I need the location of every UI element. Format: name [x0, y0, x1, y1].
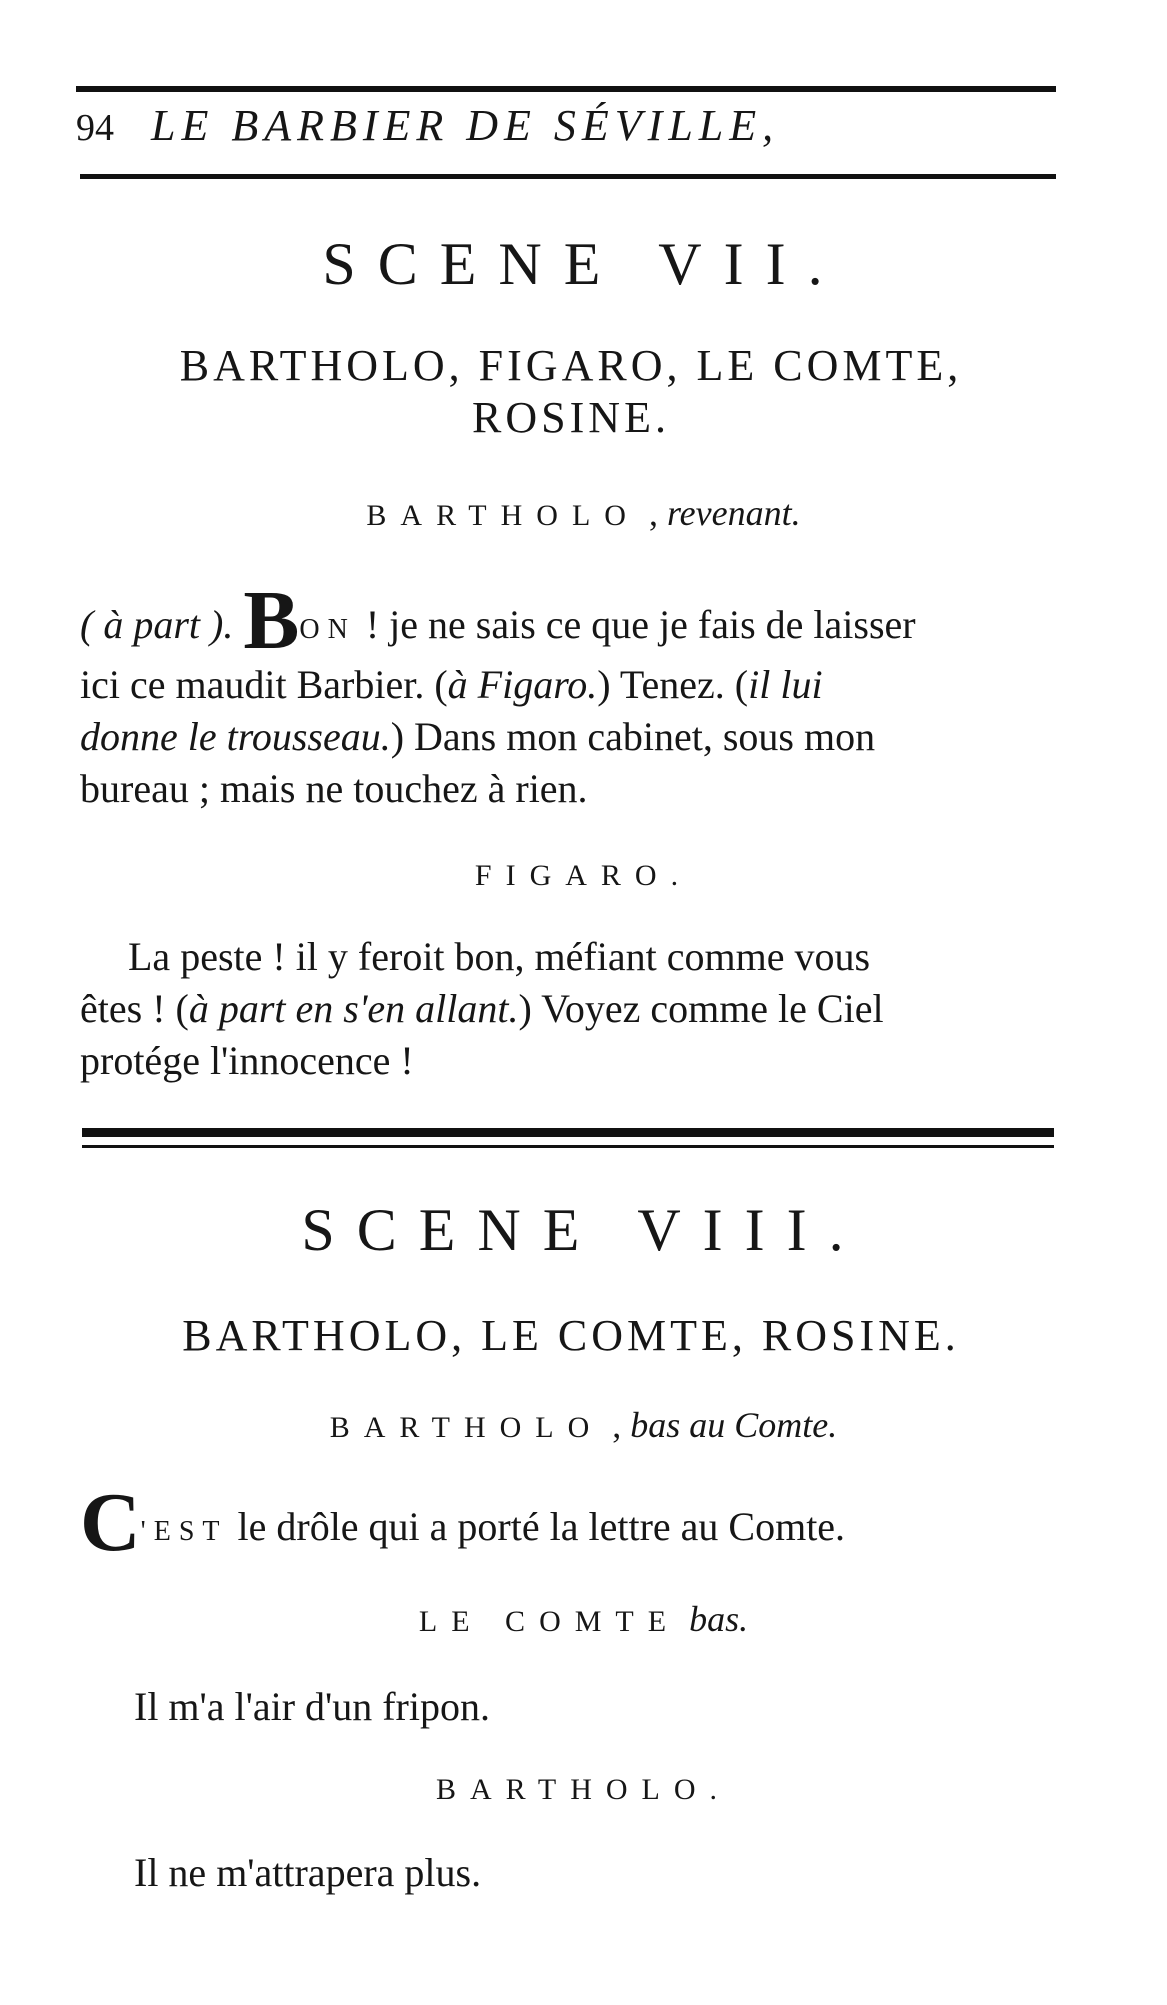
running-header: [76, 100, 779, 151]
scene-7-cast: [76, 340, 1066, 444]
scene-7-speech-1-line-2: [80, 660, 823, 710]
stage-direction: à Figaro.: [447, 662, 598, 707]
scene-8-speaker-bartholo: BARTHOLO , bas au Comte.: [329, 1405, 838, 1445]
line-text: ! je ne sais ce que je fais de laisser: [365, 602, 916, 647]
line-text: ) Tenez. (: [597, 662, 749, 707]
stage-direction: bas au Comte.: [630, 1405, 838, 1445]
scene-7-speaker-bartholo: BARTHOLO , revenant.: [366, 493, 801, 533]
header-rule: [80, 174, 1056, 179]
line-text: Il m'a l'air d'un fripon.: [134, 1684, 490, 1729]
line-text: ici ce maudit Barbier. (: [80, 662, 448, 707]
scene-8-title: SCENE VIII.: [301, 1197, 866, 1263]
speaker-name: BARTHOLO: [329, 1411, 604, 1444]
line-text: protége l'innocence !: [80, 1038, 414, 1083]
line-text: La peste ! il y feroit bon, méfiant comme vous: [128, 934, 871, 979]
scene-7-cast-line-2: ROSINE.: [472, 393, 670, 442]
scene-7-title: SCENE VII.: [322, 231, 845, 297]
scene-7-speech-1-line-4: [80, 764, 588, 814]
stage-direction: à part en s'en allant.: [188, 986, 519, 1031]
line-text: le drôle qui a porté la lettre au Comte.: [237, 1504, 846, 1549]
scene-8-speech-1: [80, 1476, 846, 1569]
line-text: ) Voyez comme le Ciel: [518, 986, 884, 1031]
page-number: 94: [76, 107, 114, 149]
stage-direction: bas.: [689, 1599, 749, 1639]
scene-7-speech-2-line-3: [80, 1036, 414, 1086]
line-text: êtes ! (: [80, 986, 189, 1031]
scene-7-speech-2-line-2: [80, 984, 884, 1034]
aside-direction: ( à part ).: [80, 602, 234, 647]
scene-7-speech-1-line-1: [80, 574, 916, 667]
stage-direction: revenant.: [666, 493, 801, 533]
scene-7-speech-1-line-3: [80, 712, 875, 762]
scene-8-speech-2: [134, 1682, 490, 1732]
scene-divider-thick: [82, 1128, 1054, 1137]
scene-8-cast: BARTHOLO, LE COMTE, ROSINE.: [182, 1311, 960, 1360]
scene-7-cast-line-1: BARTHOLO, FIGARO, LE COMTE,: [179, 341, 963, 390]
scene-8-speaker-comte: [0, 1598, 1167, 1640]
line-text: ) Dans mon cabinet, sous mon: [390, 714, 876, 759]
line-text: bureau ; mais ne touchez à rien.: [80, 766, 588, 811]
scene-8-speech-3: [134, 1848, 481, 1898]
running-title: LE BARBIER DE SÉVILLE,: [151, 101, 780, 150]
small-caps-word: ON: [299, 614, 356, 645]
speaker-name: LE COMTE: [418, 1605, 681, 1638]
scene-7-speech-2-line-1: [128, 932, 870, 982]
speaker-name: BARTHOLO: [366, 499, 640, 532]
speaker-name: BARTHOLO.: [435, 1773, 732, 1806]
scene-divider-thin: [82, 1145, 1054, 1148]
stage-direction: donne le trousseau.: [80, 714, 391, 759]
drop-cap: C: [80, 1476, 141, 1569]
stage-direction: il lui: [748, 662, 823, 707]
top-rule: [76, 86, 1056, 92]
small-caps-word: 'EST: [140, 1516, 228, 1547]
drop-cap: B: [243, 574, 300, 667]
scene-7-speaker-figaro: [0, 852, 1167, 894]
scene-8-speaker-bartholo-2: [0, 1766, 1167, 1808]
speaker-name: FIGARO.: [474, 859, 693, 892]
line-text: Il ne m'attrapera plus.: [134, 1850, 482, 1895]
